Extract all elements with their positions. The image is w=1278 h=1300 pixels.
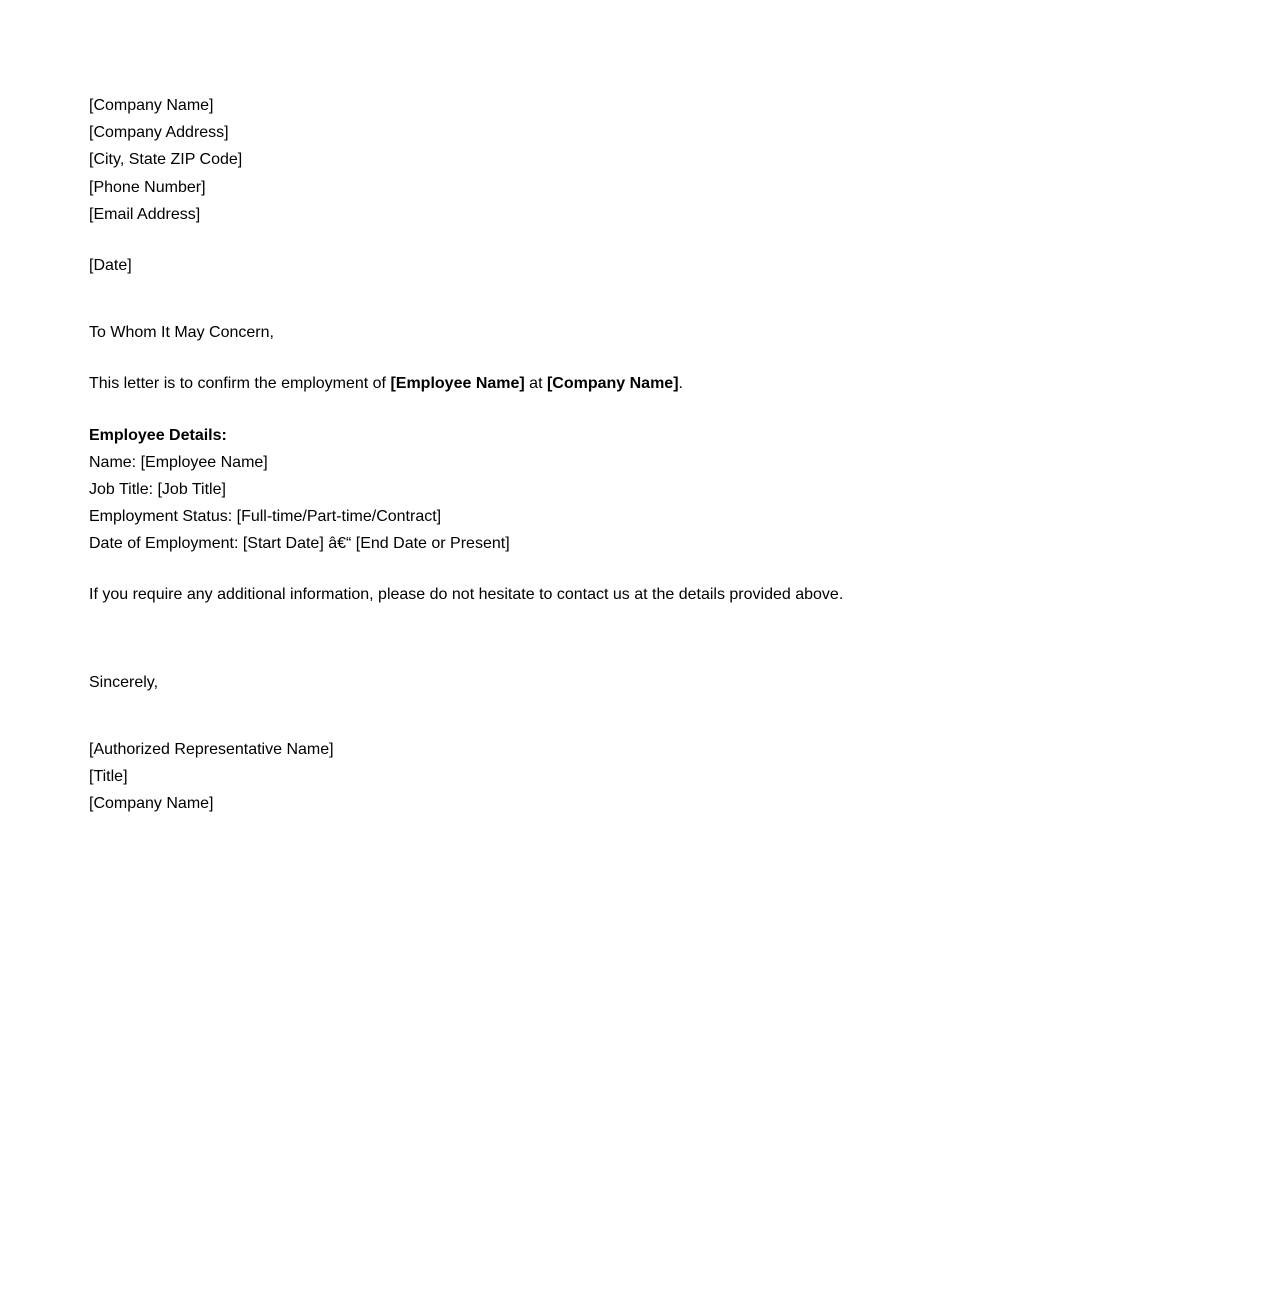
employee-name-line: Name: [Employee Name] xyxy=(89,454,268,471)
letter-date: [Date] xyxy=(89,257,132,274)
signature-name: [Authorized Representative Name] xyxy=(89,741,334,758)
sender-company-address: [Company Address] xyxy=(89,124,229,141)
sender-company-name: [Company Name] xyxy=(89,97,214,114)
intro-suffix: . xyxy=(678,375,683,392)
closing: Sincerely, xyxy=(89,674,159,691)
closing-paragraph: If you require any additional information, please do not hesitate to contact us at the details provided above. xyxy=(89,586,844,603)
signature-title: [Title] xyxy=(89,768,128,785)
employment-dates-line: Date of Employment: [Start Date] â€“ [End Date or Present] xyxy=(89,535,510,552)
intro-prefix: This letter is to confirm the employment of xyxy=(89,375,391,392)
intro-employee-name: [Employee Name] xyxy=(390,375,525,392)
sender-phone: [Phone Number] xyxy=(89,179,206,196)
employee-details-heading: Employee Details: xyxy=(89,427,227,444)
intro-company-name: [Company Name] xyxy=(546,375,679,392)
sender-city-state-zip: [City, State ZIP Code] xyxy=(89,151,243,168)
intro-middle: at xyxy=(524,375,547,392)
job-title-line: Job Title: [Job Title] xyxy=(89,481,226,498)
signature-company: [Company Name] xyxy=(89,795,214,812)
salutation: To Whom It May Concern, xyxy=(89,324,274,341)
sender-email: [Email Address] xyxy=(89,206,201,223)
employment-status-line: Employment Status: [Full-time/Part-time/Contract] xyxy=(89,508,442,525)
intro-paragraph xyxy=(89,370,683,397)
